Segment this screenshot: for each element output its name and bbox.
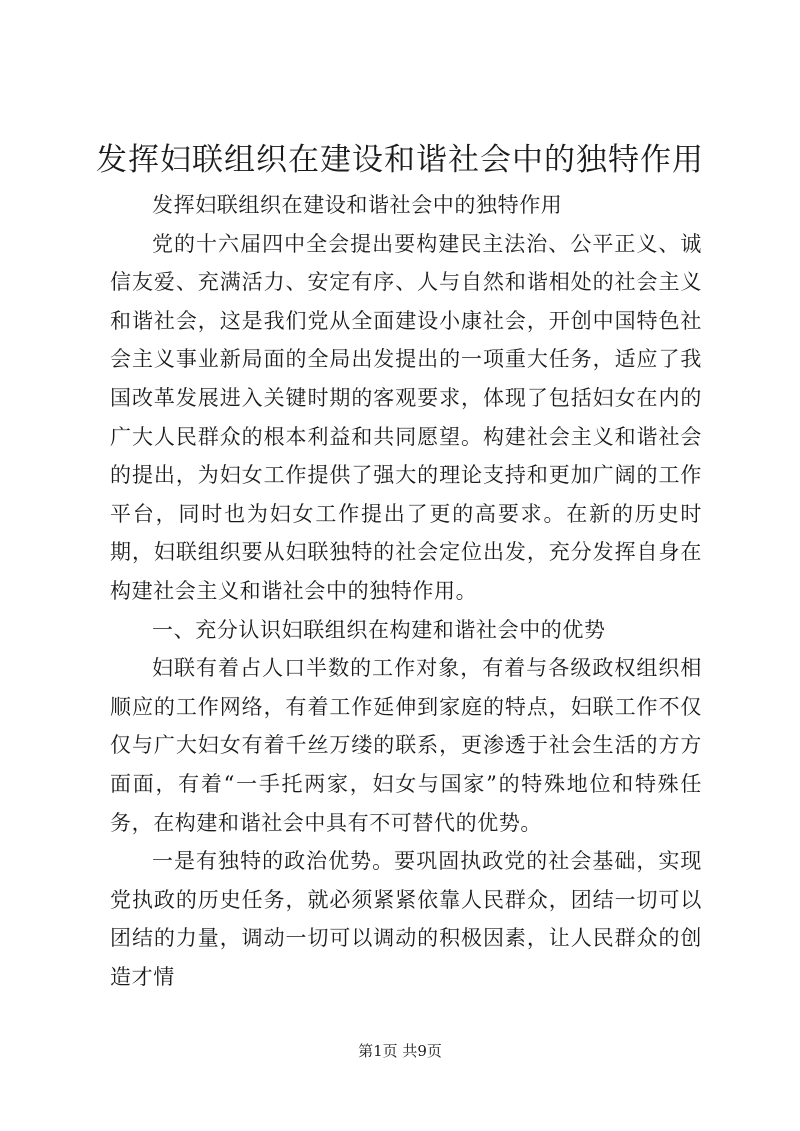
paragraph-subtitle: 发挥妇联组织在建设和谐社会中的独特作用 bbox=[152, 193, 563, 217]
section-heading: 一、充分认识妇联组织在构建和谐社会中的优势 bbox=[152, 617, 606, 642]
paragraph-political-advantage: 一是有独特的政治优势。要巩固执政党的社会基础，实现党执政的历史任务，就必须紧紧依靠人民群众，团结一切可以团结的力量，调动一切可以调动的积极因素，让人民群众的创造才情 bbox=[110, 849, 702, 989]
paragraph-intro: 党的十六届四中全会提出要构建民主法治、公平正义、诚信友爱、充满活力、安定有序、人与自然和谐相处的社会主义和谐社会，这是我们党从全面建设小康社会，开创中国特色社会主义事业新局面的全局出发提出的一项重大任务，适应了我国改革发展进入关键时期的客观要求，体现了包括妇女在内的广大人民群众的根本利益和共同愿望。构建社会主义和谐社会的提出，为妇女工作提供了强大的理论支持和更加广阔的工作平台，同时也为妇女工作提出了更的高要求。在新的历史时期，妇联组织要从妇联独特的社会定位出发，充分发挥自身在构建社会主义和谐社会中的独特作用。 bbox=[110, 231, 702, 603]
page-footer: 第1页 共9页 bbox=[358, 1042, 442, 1060]
paragraph-advantages: 妇联有着占人口半数的工作对象，有着与各级政权组织相顺应的工作网络，有着工作延伸到家庭的特点，妇联工作不仅仅与广大妇女有着千丝万缕的联系，更渗透于社会生活的方方面面，有着“一手托两家，妇女与国家”的特殊地位和特殊任务，在构建和谐社会中具有不可替代的优势。 bbox=[110, 656, 702, 835]
document-body bbox=[110, 186, 702, 996]
document-title: 发挥妇联组织在建设和谐社会中的独特作用 bbox=[96, 142, 704, 178]
